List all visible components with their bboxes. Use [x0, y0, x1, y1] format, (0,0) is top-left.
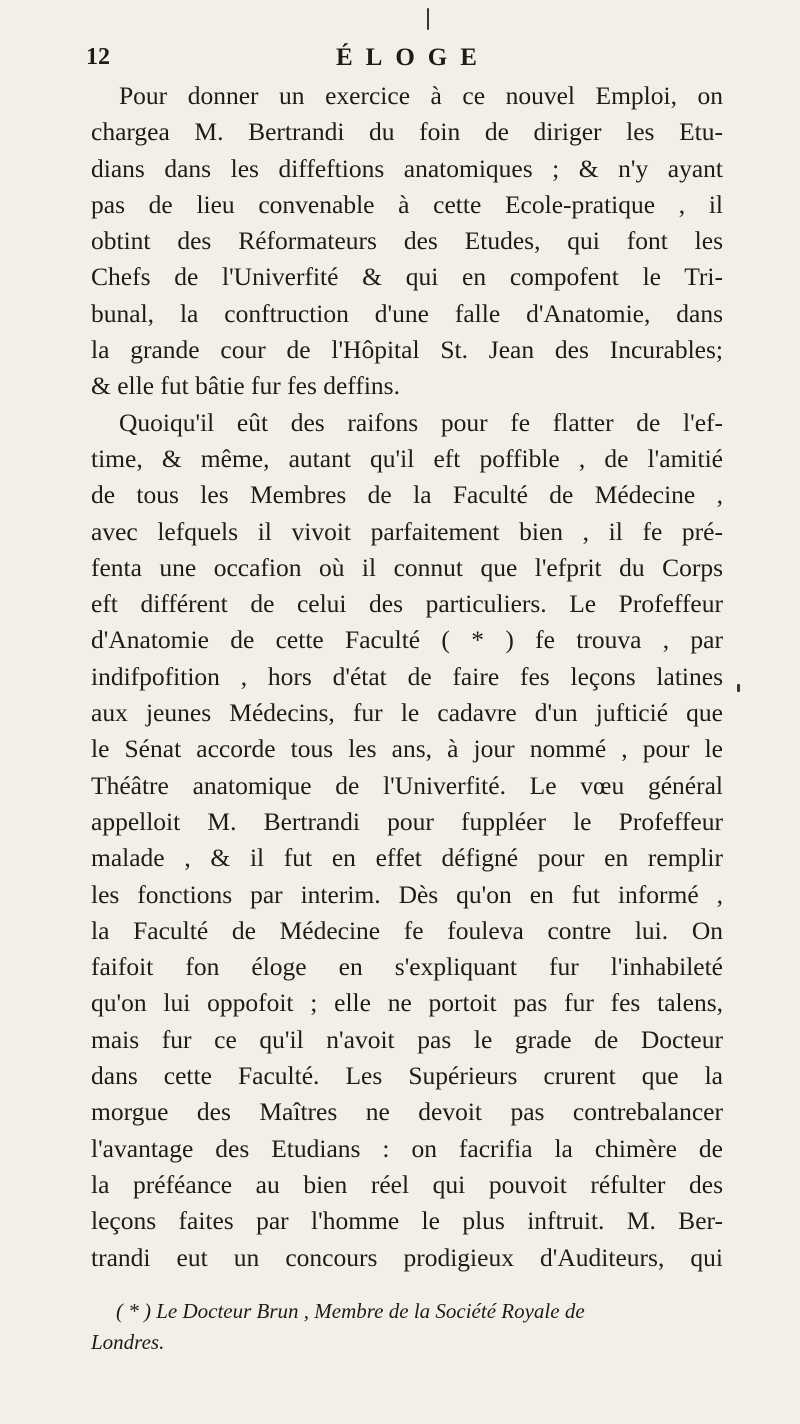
- text-line: qu'on lui oppofoit ; elle ne portoit pas fur fes talens,: [91, 988, 723, 1018]
- text-line: fenta une occafion où il connut que l'efprit du Corps: [91, 552, 723, 582]
- text-line: Chefs de l'Univerfité & qui en compofent le Tri-: [91, 262, 723, 292]
- footnote-line: ( * ) Le Docteur Brun , Membre de la Société Royale de: [116, 1299, 585, 1323]
- text-line: les fonctions par interim. Dès qu'on en fut informé ,: [91, 879, 723, 909]
- text-line: dans cette Faculté. Les Supérieurs crurent que la: [91, 1061, 723, 1091]
- text-line: time, & même, autant qu'il eft poffible , de l'amitié: [91, 443, 723, 473]
- running-title: ÉLOGE: [336, 44, 490, 71]
- text-line: pas de lieu convenable à cette Ecole-pratique , il: [91, 189, 723, 219]
- text-line: de tous les Membres de la Faculté de Médecine ,: [91, 480, 723, 510]
- text-line: faifoit fon éloge en s'expliquant fur l'inhabileté: [91, 952, 723, 982]
- footnote: [91, 1296, 723, 1358]
- text-line: la préféance au bien réel qui pouvoit réfulter des: [91, 1169, 723, 1199]
- text-line: Théâtre anatomique de l'Univerfité. Le vœu général: [91, 770, 723, 800]
- text-line: la Faculté de Médecine fe fouleva contre lui. On: [91, 915, 723, 945]
- text-line: aux jeunes Médecins, fur le cadavre d'un jufticié que: [91, 698, 723, 728]
- text-line: avec lefquels il vivoit parfaitement bien , il fe pré-: [91, 516, 723, 546]
- page-header: [86, 44, 726, 78]
- text-line: l'avantage des Etudians : on facrifia la chimère de: [91, 1133, 723, 1163]
- body-text: [91, 78, 723, 1276]
- text-line: bunal, la conftruction d'une falle d'Anatomie, dans: [91, 298, 723, 328]
- text-line: d'Anatomie de cette Faculté ( * ) fe trouva , par: [91, 625, 723, 655]
- ink-speck: [427, 8, 429, 30]
- ink-speck: [737, 684, 740, 692]
- page-number: 12: [86, 44, 110, 70]
- text-line: appelloit M. Bertrandi pour fuppléer le Profeffeur: [91, 806, 723, 836]
- text-line: trandi eut un concours prodigieux d'Auditeurs, qui: [91, 1242, 723, 1272]
- text-line: la grande cour de l'Hôpital St. Jean des Incurables;: [91, 335, 723, 365]
- text-line: mais fur ce qu'il n'avoit pas le grade de Docteur: [91, 1024, 723, 1054]
- text-line: indifpofition , hors d'état de faire fes leçons latines: [91, 661, 723, 691]
- text-line: eft différent de celui des particuliers. Le Profeffeur: [91, 589, 723, 619]
- text-line: dians dans les diffeftions anatomiques ; & n'y ayant: [91, 153, 723, 183]
- text-line: Pour donner un exercice à ce nouvel Emploi, on: [119, 81, 723, 110]
- text-line: chargea M. Bertrandi du foin de diriger les Etu-: [91, 117, 723, 147]
- text-line: morgue des Maîtres ne devoit pas contrebalancer: [91, 1097, 723, 1127]
- text-line: leçons faites par l'homme le plus inftruit. M. Ber-: [91, 1206, 723, 1236]
- text-line: Quoiqu'il eût des raifons pour fe flatter de l'ef-: [119, 407, 723, 437]
- text-line: & elle fut bâtie fur fes deffins.: [91, 371, 400, 401]
- text-line: le Sénat accorde tous les ans, à jour nommé , pour le: [91, 734, 723, 764]
- footnote-line: Londres.: [91, 1330, 165, 1354]
- text-line: obtint des Réformateurs des Etudes, qui font les: [91, 226, 723, 256]
- text-line: malade , & il fut en effet défigné pour en remplir: [91, 843, 723, 873]
